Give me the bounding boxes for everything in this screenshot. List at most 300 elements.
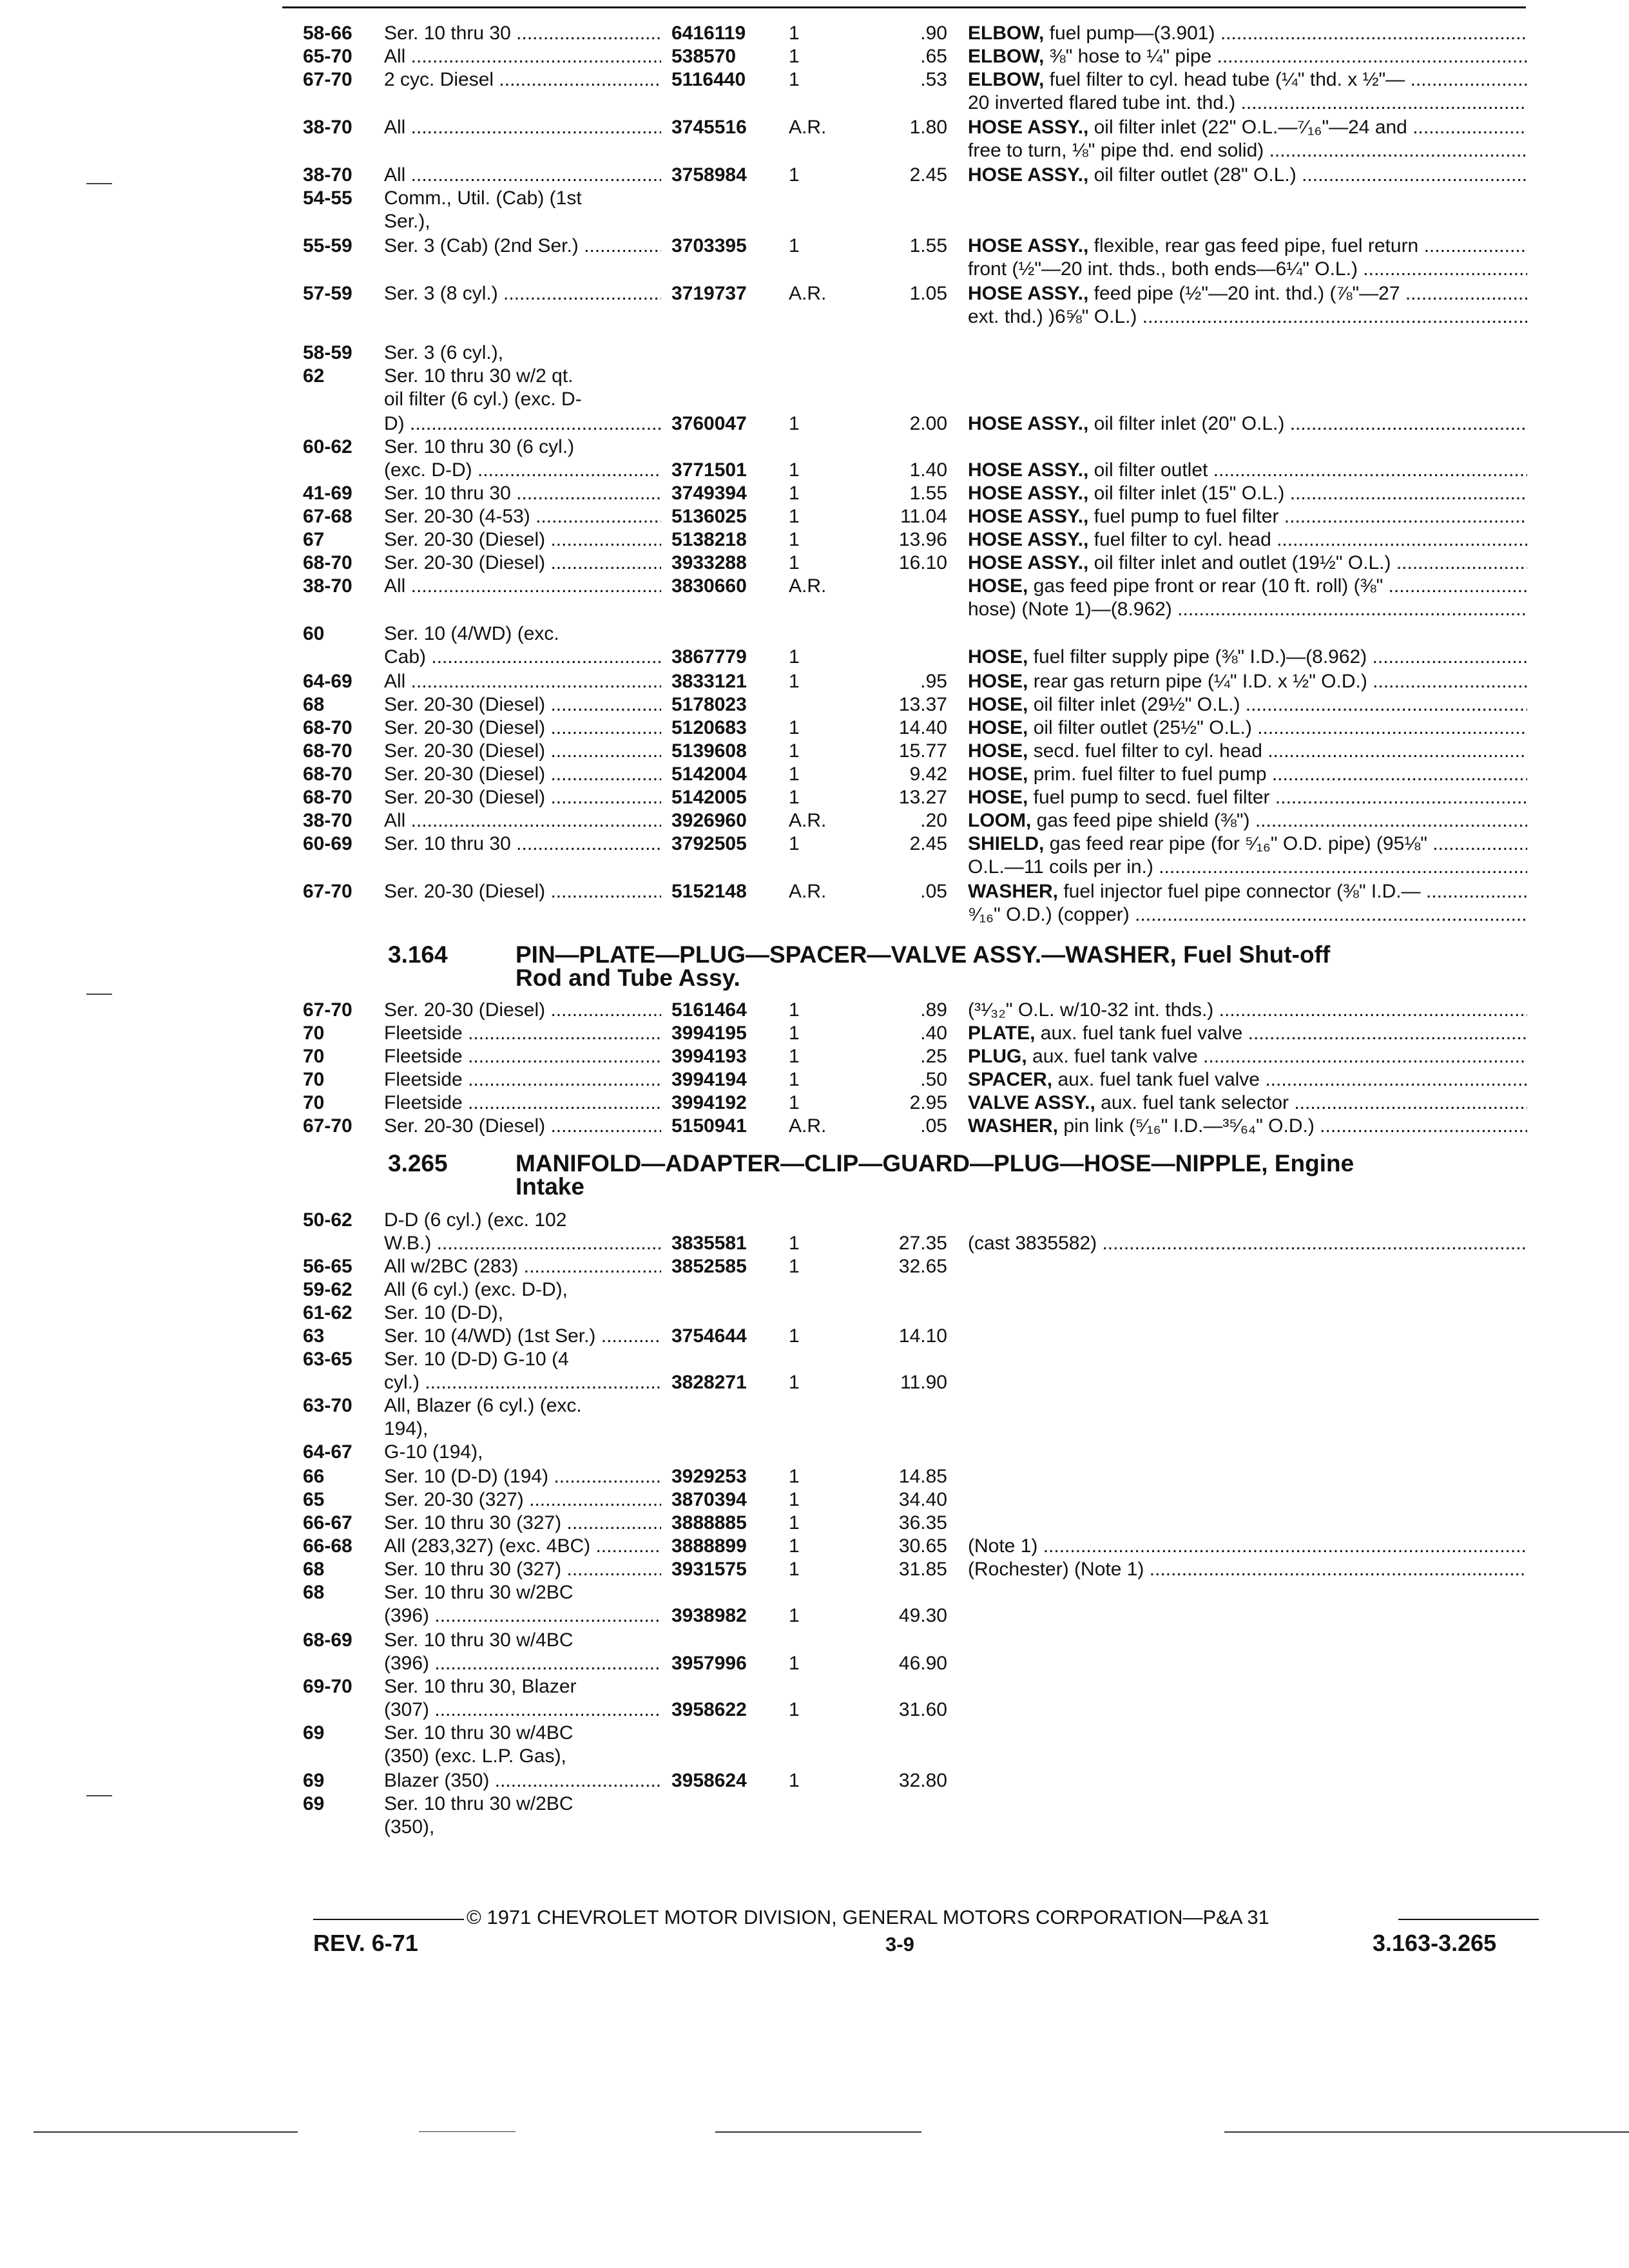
quantity: 1 [789,1069,800,1090]
application: All w/2BC (283) ..... [384,1255,661,1278]
part-detail: flexible, rear gas feed pipe, fuel return [1088,235,1419,256]
price: 31.85 [898,1559,947,1580]
part-number: 3828271 [671,1372,747,1393]
year-range: 68 [303,1582,325,1603]
application: Ser. 20-30 (Diesel) ..... [384,763,661,786]
margin-mark [86,994,112,995]
section-number: 3.265 [388,1150,448,1177]
quantity: 1 [789,529,800,550]
application: Ser. 20-30 (Diesel) ..... [384,786,661,809]
table-row [0,45,1629,68]
table-row [0,91,1629,115]
application: Ser. 10 thru 30 w/4BC [384,1722,574,1744]
revision-label: REV. 6-71 [313,1930,418,1956]
year-range: 41-69 [303,483,352,504]
part-description [968,598,1527,621]
table-row [0,740,1629,763]
table-row [0,528,1629,552]
application: Ser. 10 (D-D), [384,1302,504,1323]
table-row [0,187,1629,210]
table-row [0,139,1629,162]
price: 1.80 [909,117,947,138]
price: .05 [920,1115,947,1137]
application: (307) ..... [384,1698,661,1722]
margin-mark [86,1795,112,1796]
application: All ..... [384,809,661,832]
application: All ..... [384,575,661,598]
year-range: 38-70 [303,117,352,138]
application: Ser. 20-30 (Diesel) ..... [384,693,661,716]
price: .40 [920,1023,947,1044]
price: 46.90 [898,1653,947,1674]
part-description [968,903,1527,927]
price: 30.65 [898,1535,947,1557]
part-number: 5139608 [671,740,747,762]
year-range: 69 [303,1722,325,1744]
application: Ser. 10 thru 30 ..... [384,22,661,45]
table-row [0,282,1629,305]
section-title: PIN—PLATE—PLUG—SPACER—VALVE ASSY.—WASHER, Fuel Shut-off [516,941,1331,968]
year-range: 68 [303,694,325,715]
part-detail: oil filter outlet (25½" O.L.) [1028,717,1252,738]
table-row [0,388,1629,411]
application: (396) ..... [384,1604,661,1628]
part-number: 3758984 [671,164,747,186]
year-range: 67-70 [303,881,352,902]
table-row [0,305,1629,329]
part-detail: gas feed pipe front or rear (10 ft. roll) (⅜" [1028,575,1383,597]
year-range: 60-62 [303,436,352,457]
table-row [0,1232,1629,1255]
quantity: 1 [789,1489,800,1510]
application: Ser. 3 (6 cyl.), [384,342,504,363]
quantity: 1 [789,1372,800,1393]
table-row [0,1348,1629,1371]
table-row [0,1418,1629,1441]
price: 31.60 [898,1699,947,1720]
part-detail: aux. fuel tank fuel valve [1052,1069,1260,1090]
year-range: 61-62 [303,1302,352,1323]
part-number: 3888899 [671,1535,747,1557]
year-range: 70 [303,1046,325,1067]
application: (396) ..... [384,1652,661,1675]
application: Ser. 20-30 (Diesel) ..... [384,999,661,1022]
price: 11.90 [900,1372,947,1393]
quantity: 1 [789,1256,800,1277]
part-name: SHIELD, [968,833,1045,854]
price: 1.55 [909,235,947,256]
price: 15.77 [898,740,947,762]
quantity: A.R. [789,283,827,304]
part-number: 3994195 [671,1023,747,1044]
part-number: 3867779 [671,646,747,668]
part-description [968,1045,1527,1068]
year-range: 69 [303,1793,325,1814]
part-detail: rear gas return pipe (¼" I.D. x ½" O.D.) [1028,671,1367,692]
part-number: 3958624 [671,1770,747,1791]
application: 194), [384,1418,429,1439]
table-row [0,1745,1629,1768]
price: .90 [920,23,947,44]
part-detail: (Rochester) (Note 1) [968,1559,1144,1580]
part-detail: ext. thd.) )6⅝" O.L.) [968,306,1137,327]
year-range: 60 [303,623,325,644]
application: G-10 (194), [384,1441,483,1463]
application: Ser. 20-30 (Diesel) ..... [384,740,661,763]
quantity: 1 [789,1699,800,1720]
price: 9.42 [909,764,947,785]
margin-mark [86,183,112,184]
year-range: 60-69 [303,833,352,854]
table-row [0,1816,1629,1839]
part-detail: oil filter inlet and outlet (19½" O.L.) [1088,552,1391,573]
part-number: 5150941 [671,1115,747,1137]
year-range: 68-70 [303,787,352,808]
table-row [0,903,1629,927]
table-row [0,459,1629,482]
year-range: 68-70 [303,764,352,785]
part-number: 3754644 [671,1325,747,1347]
quantity: 1 [789,740,800,762]
quantity: 1 [789,1466,800,1487]
part-number: 3931575 [671,1559,747,1580]
part-number: 3888885 [671,1512,747,1533]
part-name: HOSE ASSY., [968,283,1089,304]
part-description [968,670,1527,693]
part-name: HOSE ASSY., [968,413,1089,434]
section-range: 3.163-3.265 [1373,1930,1497,1956]
price: .25 [920,1046,947,1067]
table-row [0,258,1629,281]
part-number: 3719737 [671,283,747,304]
price: 2.45 [909,833,947,854]
table-row [0,670,1629,693]
quantity: 1 [789,1512,800,1533]
part-description [968,740,1527,763]
part-description [968,412,1527,436]
part-description [968,258,1527,281]
part-detail: aux. fuel tank valve [1027,1046,1198,1067]
part-number: 5178023 [671,694,747,715]
scan-edge-line [1224,2131,1629,2133]
part-name: HOSE ASSY., [968,235,1089,256]
part-number: 3745516 [671,117,747,138]
table-row [0,116,1629,139]
table-row [0,1045,1629,1068]
part-detail: O.L.—11 coils per in.) [968,856,1153,878]
application: Ser. 20-30 (Diesel) ..... [384,528,661,552]
part-name: HOSE ASSY., [968,459,1089,481]
year-range: 70 [303,1092,325,1113]
part-number: 5120683 [671,717,747,738]
scan-edge-line [34,2131,298,2133]
price: 11.04 [900,506,947,527]
part-description [968,505,1527,528]
application: Ser. 3 (Cab) (2nd Ser.) ..... [384,235,661,258]
table-row [0,235,1629,258]
quantity: 1 [789,1046,800,1067]
year-range: 69-70 [303,1676,352,1697]
application: (exc. D-D) ..... [384,459,661,482]
part-name: PLUG, [968,1046,1027,1067]
year-range: 65 [303,1489,325,1510]
price: .50 [920,1069,947,1090]
year-range: 63 [303,1325,325,1347]
part-detail: free to turn, ⅛" pipe thd. end solid) [968,140,1264,161]
price: .05 [920,881,947,902]
application: All, Blazer (6 cyl.) (exc. [384,1395,582,1416]
part-number: 5116440 [671,69,746,90]
part-detail: fuel pump to fuel filter [1088,506,1279,527]
application: (350), [384,1816,435,1838]
year-range: 38-70 [303,575,352,597]
part-number: 3771501 [671,459,747,481]
part-description [968,763,1527,786]
part-detail: oil filter outlet (28" O.L.) [1088,164,1296,186]
year-range: 38-70 [303,810,352,831]
application: All (283,327) (exc. 4BC) ..... [384,1535,661,1558]
quantity: 1 [789,1325,800,1347]
year-range: 63-65 [303,1349,352,1370]
year-range: 66 [303,1466,325,1487]
part-description [968,1115,1527,1138]
part-number: 3870394 [671,1489,747,1510]
part-description [968,459,1527,482]
price: 27.35 [898,1233,947,1254]
application: All ..... [384,670,661,693]
section-title: MANIFOLD—ADAPTER—CLIP—GUARD—PLUG—HOSE—NIPPLE, Engine [516,1150,1354,1177]
table-row [0,1652,1629,1675]
part-detail: hose) (Note 1)—(8.962) [968,599,1172,620]
application: Ser. 10 thru 30 w/4BC [384,1629,574,1651]
price: 13.37 [898,694,947,715]
part-description [968,116,1527,139]
part-number: 6416119 [671,23,746,44]
part-name: ELBOW, [968,69,1045,90]
application: D) ..... [384,412,661,436]
quantity: 1 [789,164,800,186]
quantity: 1 [789,506,800,527]
year-range: 65-70 [303,46,352,67]
table-row [0,1441,1629,1464]
quantity: A.R. [789,810,827,831]
part-detail: prim. fuel filter to fuel pump [1028,764,1267,785]
table-row [0,1629,1629,1652]
part-name: HOSE ASSY., [968,483,1089,504]
table-row [0,1512,1629,1535]
part-number: 3958622 [671,1699,747,1720]
part-description [968,68,1527,91]
application: Ser. 20-30 (Diesel) ..... [384,1115,661,1138]
quantity: 1 [789,1653,800,1674]
quantity: 1 [789,235,800,256]
price: 34.40 [898,1489,947,1510]
table-row [0,646,1629,669]
part-description [968,575,1527,598]
part-number: 5142005 [671,787,747,808]
part-name: HOSE, [968,787,1028,808]
table-row [0,1255,1629,1278]
part-number: 3957996 [671,1653,747,1674]
table-row [0,1209,1629,1232]
application: Ser. 10 thru 30 w/2 qt. [384,365,574,387]
part-name: HOSE ASSY., [968,552,1089,573]
application: Ser. 10 thru 30 (327) ..... [384,1512,661,1535]
table-row [0,716,1629,740]
application: Ser. 10 (D-D) G-10 (4 [384,1349,569,1370]
application: Ser. 3 (8 cyl.) ..... [384,282,661,305]
price: 1.55 [909,483,947,504]
part-name: HOSE ASSY., [968,529,1089,550]
part-detail: feed pipe (½"—20 int. thd.) (⅞"—27 [1088,283,1400,304]
quantity: 1 [789,69,800,90]
table-row [0,210,1629,233]
year-range: 63-70 [303,1395,352,1416]
year-range: 69 [303,1770,325,1791]
part-detail: pin link (⁵⁄₁₆" I.D.—³⁵⁄₆₄" O.D.) [1058,1115,1315,1137]
application: Ser. 10 thru 30 (6 cyl.) [384,436,575,457]
scan-edge-line [419,2131,516,2132]
application: Ser. 20-30 (4-53) ..... [384,505,661,528]
application: Ser. 10 thru 30 ..... [384,482,661,505]
part-number: 3792505 [671,833,747,854]
quantity: 1 [789,1092,800,1113]
table-row [0,1488,1629,1512]
table-row [0,1394,1629,1418]
page-number: 3-9 [885,1933,914,1956]
table-row [0,412,1629,436]
part-description [968,282,1527,305]
application: Ser. 10 thru 30 w/2BC [384,1582,574,1603]
year-range: 66-68 [303,1535,352,1557]
application: All ..... [384,164,661,187]
price: 16.10 [898,552,947,573]
part-description [968,22,1527,45]
table-row [0,622,1629,646]
part-description [968,1022,1527,1045]
part-name: PLATE, [968,1023,1036,1044]
part-description [968,693,1527,716]
section-number: 3.164 [388,941,448,968]
table-row [0,1278,1629,1302]
part-detail: ⅜" hose to ¼" pipe [1044,46,1212,67]
part-description [968,91,1527,115]
footer-rule-left [313,1919,464,1920]
year-range: 68 [303,1559,325,1580]
part-name: ELBOW, [968,23,1045,44]
price: 1.40 [909,459,947,481]
application: Fleetside ..... [384,1068,661,1091]
part-number: 3760047 [671,413,747,434]
scan-edge-line [715,2131,921,2133]
table-row [0,1022,1629,1045]
year-range: 66-67 [303,1512,352,1533]
quantity: 1 [789,764,800,785]
part-detail: secd. fuel filter to cyl. head [1028,740,1262,762]
part-number: 3994194 [671,1069,747,1090]
year-range: 56-65 [303,1256,352,1277]
application: Fleetside ..... [384,1045,661,1068]
part-description [968,1232,1527,1255]
application: Ser. 10 (4/WD) (1st Ser.) ..... [384,1325,661,1348]
part-name: HOSE, [968,575,1028,597]
part-number: 3933288 [671,552,747,573]
part-description [968,305,1527,329]
application: (350) (exc. L.P. Gas), [384,1745,566,1767]
table-row [0,164,1629,187]
table-row [0,1068,1629,1091]
part-name: SPACER, [968,1069,1053,1090]
application: Ser. 20-30 (Diesel) ..... [384,880,661,903]
year-range: 57-59 [303,283,352,304]
application: Comm., Util. (Cab) (1st [384,187,582,209]
part-description [968,1068,1527,1091]
part-description [968,552,1527,575]
quantity: 1 [789,833,800,854]
part-name: VALVE ASSY., [968,1092,1095,1113]
application: Cab) ..... [384,646,661,669]
year-range: 68-70 [303,740,352,762]
quantity: 1 [789,552,800,573]
price: 2.95 [909,1092,947,1113]
part-number: 5161464 [671,999,747,1021]
application: Blazer (350) ..... [384,1769,661,1792]
part-number: 3833121 [671,671,747,692]
price: 36.35 [898,1512,947,1533]
part-number: 5138218 [671,529,747,550]
part-name: LOOM, [968,810,1032,831]
part-description [968,832,1527,856]
quantity: 1 [789,1559,800,1580]
part-name: HOSE, [968,646,1028,668]
table-row [0,22,1629,45]
year-range: 64-67 [303,1441,352,1463]
quantity: 1 [789,413,800,434]
part-detail: fuel filter supply pipe (⅜" I.D.)—(8.962) [1028,646,1367,668]
year-range: 67-68 [303,506,352,527]
part-number: 3830660 [671,575,747,597]
part-number: 3926960 [671,810,747,831]
part-detail: oil filter inlet (22" O.L.—⁷⁄₁₆"—24 and [1088,117,1407,138]
part-detail: gas feed rear pipe (for ⁵⁄₁₆" O.D. pipe) (95⅛" [1044,833,1427,854]
part-description [968,45,1527,68]
table-row [0,575,1629,598]
copyright-line: © 1971 CHEVROLET MOTOR DIVISION, GENERAL MOTORS CORPORATION—P&A 31 [467,1906,1269,1928]
quantity: 1 [789,787,800,808]
part-detail: aux. fuel tank fuel valve [1035,1023,1243,1044]
price: 13.27 [898,787,947,808]
price: 32.80 [898,1770,947,1791]
table-row [0,482,1629,505]
price: .53 [920,69,947,90]
quantity: A.R. [789,881,827,902]
part-description [968,716,1527,740]
part-detail: ⁹⁄₁₆" O.D.) (copper) [968,904,1130,925]
application: All ..... [384,116,661,139]
part-description [968,528,1527,552]
quantity: 1 [789,46,800,67]
section-title-continued: Rod and Tube Assy. [516,965,740,991]
application: Ser.), [384,211,430,232]
part-number: 3852585 [671,1256,747,1277]
part-description [968,856,1527,879]
quantity: A.R. [789,1115,827,1137]
application: Ser. 10 thru 30, Blazer [384,1676,577,1697]
part-number: 3703395 [671,235,747,256]
table-row [0,68,1629,91]
table-row [0,763,1629,786]
table-row [0,552,1629,575]
